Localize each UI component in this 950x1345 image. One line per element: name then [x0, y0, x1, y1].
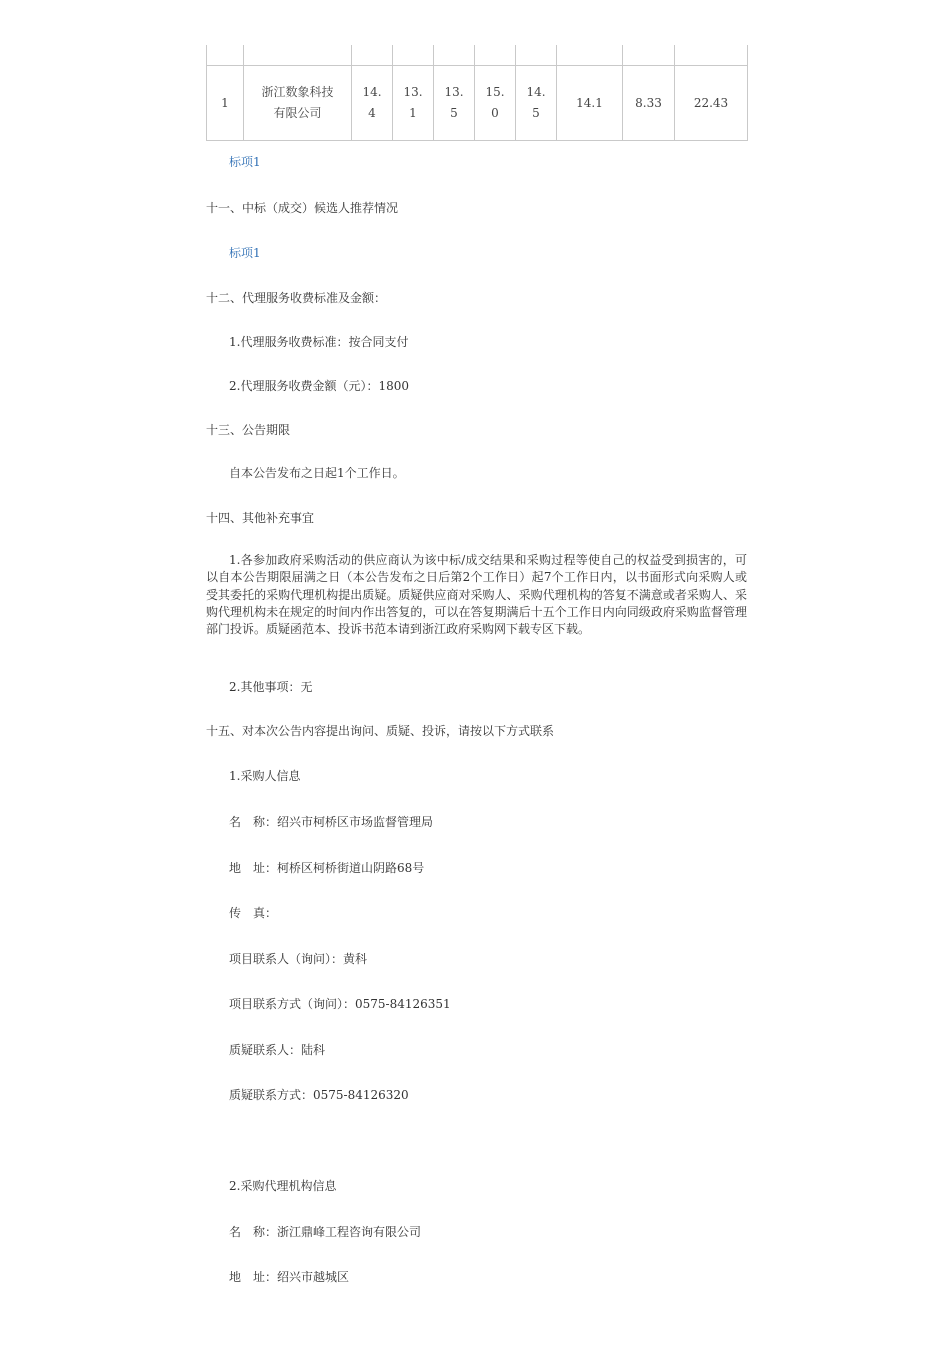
section-13-title: 十三、公告期限 [206, 423, 291, 437]
purchaser-name: 名 称：绍兴市柯桥区市场监督管理局 [229, 815, 434, 829]
score-cell: 13. 1 [393, 66, 434, 141]
purchaser-address: 地 址：柯桥区柯桥街道山阴路68号 [229, 861, 425, 875]
score-cell: 15. 0 [475, 66, 516, 141]
section-12-title: 十二、代理服务收费标准及金额： [206, 291, 387, 305]
agency-name: 名 称：浙江鼎峰工程咨询有限公司 [229, 1225, 422, 1239]
complaint-notice: 1.各参加政府采购活动的供应商认为该中标/成交结果和采购过程等使自己的权益受到损害的，可以自本公告期限届满之日（本公告发布之日后第2个工作日）起7个工作日内，以书面形式向采购人或受其委托的采购代理机构提出质疑。质疑供应商对采购人、采购代理机构的答复不满意或者采购人、采购代理机构未在规定的时间内作出答复的，可以在答复期满后十五个工作日内向同级政府采购监督管理部门投诉。质疑函范本、投诉书范本请到浙江政府采购网下载专区下载。 [206, 553, 747, 637]
score-cell: 13. 5 [434, 66, 475, 141]
section-14-title: 十四、其他补充事宜 [206, 511, 315, 525]
average-score: 14.1 [557, 66, 623, 141]
section-15-title: 十五、对本次公告内容提出询问、质疑、投诉，请按以下方式联系 [206, 724, 555, 738]
fee-amount: 2.代理服务收费金额（元）：1800 [229, 379, 409, 393]
lot-link[interactable]: 标项1 [229, 246, 261, 260]
purchaser-heading: 1.采购人信息 [229, 769, 301, 783]
agency-address: 地 址：绍兴市越城区 [229, 1270, 350, 1284]
section-11-title: 十一、中标（成交）候选人推荐情况 [206, 201, 399, 215]
purchaser-fax: 传 真： [229, 906, 278, 920]
total-score: 22.43 [675, 66, 748, 141]
table-row [207, 66, 748, 141]
score-cell: 14. 5 [516, 66, 557, 141]
purchaser-contact: 项目联系人（询问）：黄科 [229, 952, 368, 966]
row-index: 1 [207, 66, 244, 141]
fee-standard: 1.代理服务收费标准：按合同支付 [229, 335, 409, 349]
price-score: 8.33 [623, 66, 675, 141]
table-header-stub [207, 45, 748, 66]
complaint-contact: 质疑联系人：陆科 [229, 1043, 326, 1057]
purchaser-contact-phone: 项目联系方式（询问）：0575-84126351 [229, 997, 451, 1011]
agency-heading: 2.采购代理机构信息 [229, 1179, 337, 1193]
company-name: 浙江数象科技 有限公司 [244, 66, 352, 141]
lot-link[interactable]: 标项1 [229, 155, 261, 169]
notice-period: 自本公告发布之日起1个工作日。 [229, 466, 405, 480]
other-matters: 2.其他事项：无 [229, 680, 313, 694]
score-cell: 14. 4 [352, 66, 393, 141]
score-table [206, 45, 748, 141]
complaint-phone: 质疑联系方式：0575-84126320 [229, 1088, 409, 1102]
